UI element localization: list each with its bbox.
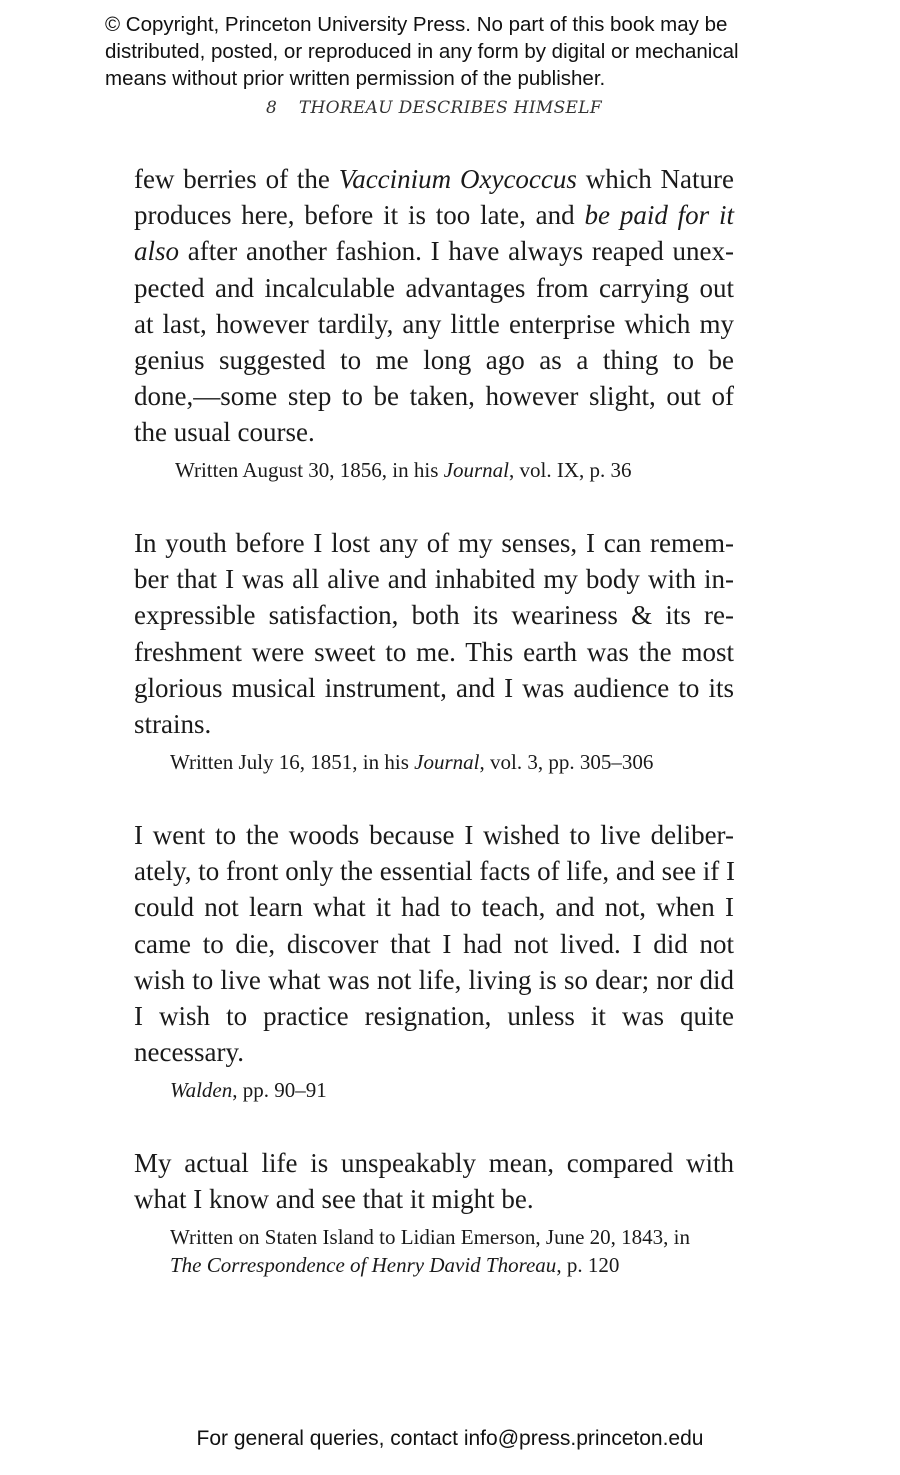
quote-source-1: Written August 30, 1856, in his Journal, vol. IX, p. 36: [175, 458, 632, 482]
text-line: also after another fashion. I have always reaped unex-: [134, 236, 734, 267]
quote-paragraph-4: [134, 1145, 734, 1217]
running-head: [0, 98, 868, 118]
text-line: ately, to front only the essential facts of life, and see if I: [134, 856, 736, 887]
copyright-line: means without prior written permission of the publisher.: [105, 67, 606, 90]
text-line: came to die, discover that I had not lived. I did not: [134, 928, 734, 959]
text-line: pected and incalculable advantages from carrying out: [134, 272, 734, 303]
text-line: wish to live what was not life, living is so dear; nor did: [134, 964, 734, 995]
text-line: genius suggested to me long ago as a thing to be: [134, 345, 734, 376]
page-number: 8: [266, 98, 278, 118]
copyright-line: © Copyright, Princeton University Press. No part of this book may be: [105, 13, 728, 36]
text-line: expressible satisfaction, both its weariness & its re-: [134, 600, 734, 631]
copyright-line: distributed, posted, or reproduced in any form by digital or mechanical: [105, 40, 739, 63]
text-line: what I know and see that it might be.: [134, 1184, 534, 1215]
text-line: I went to the woods because I wished to live deliber-: [134, 820, 734, 850]
text-line: My actual life is unspeakably mean, compared with: [134, 1148, 734, 1178]
text-line: strains.: [134, 709, 212, 740]
text-line: freshment were sweet to me. This earth was the most: [134, 636, 734, 667]
source-line: The Correspondence of Henry David Thoreau, p. 120: [170, 1253, 620, 1277]
text-line: could not learn what it had to teach, and not, when I: [134, 892, 734, 923]
quote-paragraph-2: [134, 525, 734, 742]
footer-contact: For general queries, contact info@press.princeton.edu: [196, 1427, 704, 1450]
text-line: done,—some step to be taken, however slight, out of: [134, 381, 734, 412]
text-line: at last, however tardily, any little enterprise which my: [134, 308, 734, 339]
quote-paragraph-3: [134, 817, 734, 1070]
source-line: Written on Staten Island to Lidian Emerson, June 20, 1843, in: [170, 1225, 690, 1249]
text-line: produces here, before it is too late, and be paid for it: [134, 200, 735, 231]
text-line: necessary.: [134, 1037, 244, 1068]
text-line: glorious musical instrument, and I was audience to its: [134, 672, 734, 703]
text-line: few berries of the Vaccinium Oxycoccus which Nature: [134, 164, 734, 194]
running-head-title: THOREAU DESCRIBES HIMSELF: [298, 98, 602, 118]
quote-source-3: Walden, pp. 90–91: [170, 1078, 327, 1102]
text-line: the usual course.: [134, 417, 315, 448]
quote-source-4: [170, 1223, 690, 1279]
text-line: I wish to practice resignation, unless it was quite: [134, 1001, 734, 1032]
text-line: In youth before I lost any of my senses, I can remem-: [134, 528, 734, 558]
copyright-notice: [105, 11, 825, 92]
text-line: ber that I was all alive and inhabited my body with in-: [134, 564, 734, 595]
quote-source-2: Written July 16, 1851, in his Journal, vol. 3, pp. 305–306: [170, 750, 654, 774]
quote-paragraph-1: [134, 161, 734, 451]
